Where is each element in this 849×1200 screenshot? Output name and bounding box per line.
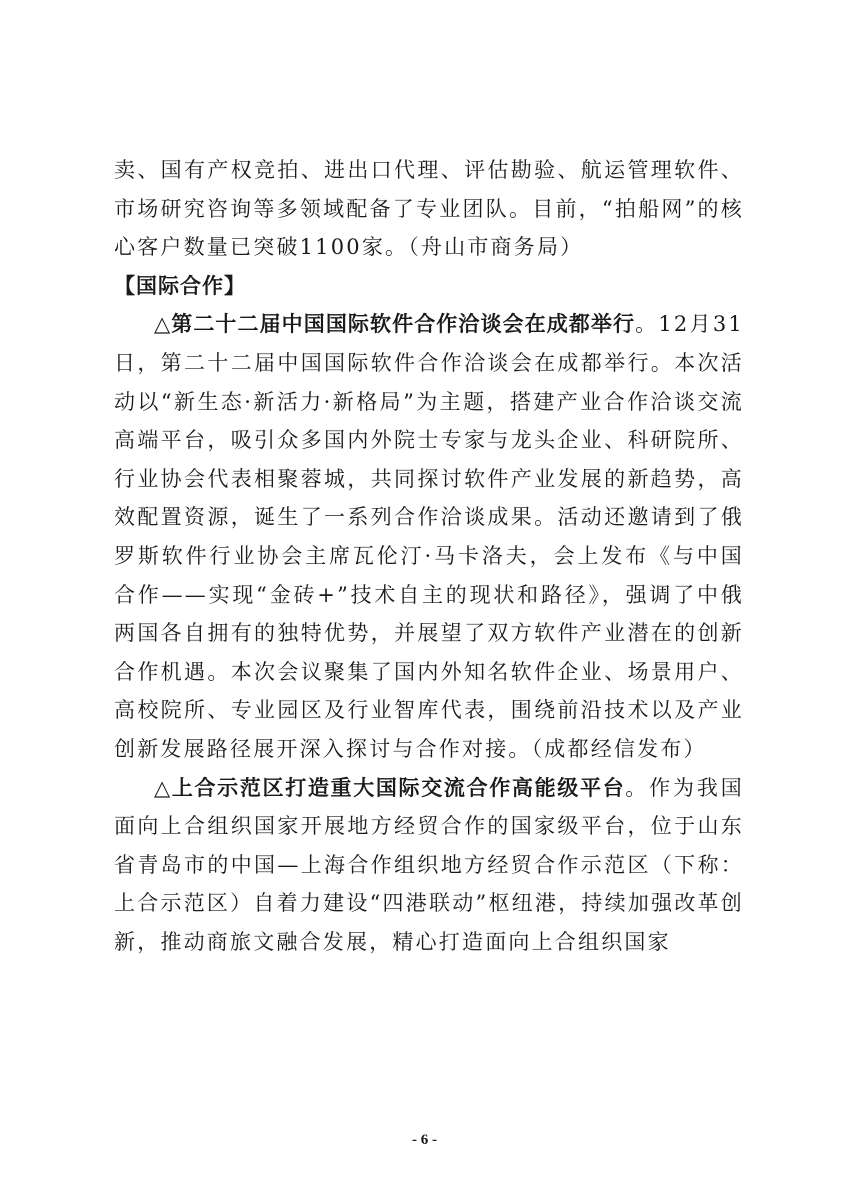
section-heading: 【国际合作】: [114, 273, 246, 298]
news-item-body: 。作为我国面向上合组织国家开展地方经贸合作的国家级平台，位于山东省青岛市的中国—上海合作组织地方经贸合作示范区（下称：上合示范区）自着力建设“四港联动”枢纽港，持续加强改革创新，推动商旅文融合发展，精心打造面向上合组织国家: [114, 775, 744, 954]
news-item-sco-zone: [114, 769, 744, 962]
news-item-software-fair: [114, 305, 744, 768]
news-item-title: △第二十二届中国国际软件合作洽谈会在成都举行: [154, 312, 636, 337]
intro-paragraph: 卖、国有产权竞拍、进出口代理、评估勘验、航运管理软件、市场研究咨询等多领域配备了专业团队。目前，“拍船网”的核心客户数量已突破1100家。（舟山市商务局）: [114, 158, 744, 260]
news-item-body: 。12月31日，第二十二届中国国际软件合作洽谈会在成都举行。本次活动以“新生态·新活力·新格局”为主题，搭建产业合作洽谈交流高端平台，吸引众多国内外院士专家与龙头企业、科研院所、行业协会代表相聚蓉城，共同探讨软件产业发展的新趋势，高效配置资源，诞生了一系列合作洽谈成果。活动还邀请到了俄罗斯软件行业协会主席瓦伦汀·马卡洛夫，会上发布《与中国合作——实现“金砖+”技术自主的现状和路径》，强调了中俄两国各自拥有的独特优势，并展望了双方软件产业潜在的创新合作机遇。本次会议聚集了国内外知名软件企业、场景用户、高校院所、专业园区及行业智库代表，围绕前沿技术以及产业创新发展路径展开深入探讨与合作对接。（成都经信发布）: [114, 312, 744, 761]
page-number: - 6 -: [412, 1132, 437, 1148]
document-body: [114, 151, 744, 961]
news-item-title: △上合示范区打造重大国际交流合作高能级平台: [154, 775, 626, 800]
